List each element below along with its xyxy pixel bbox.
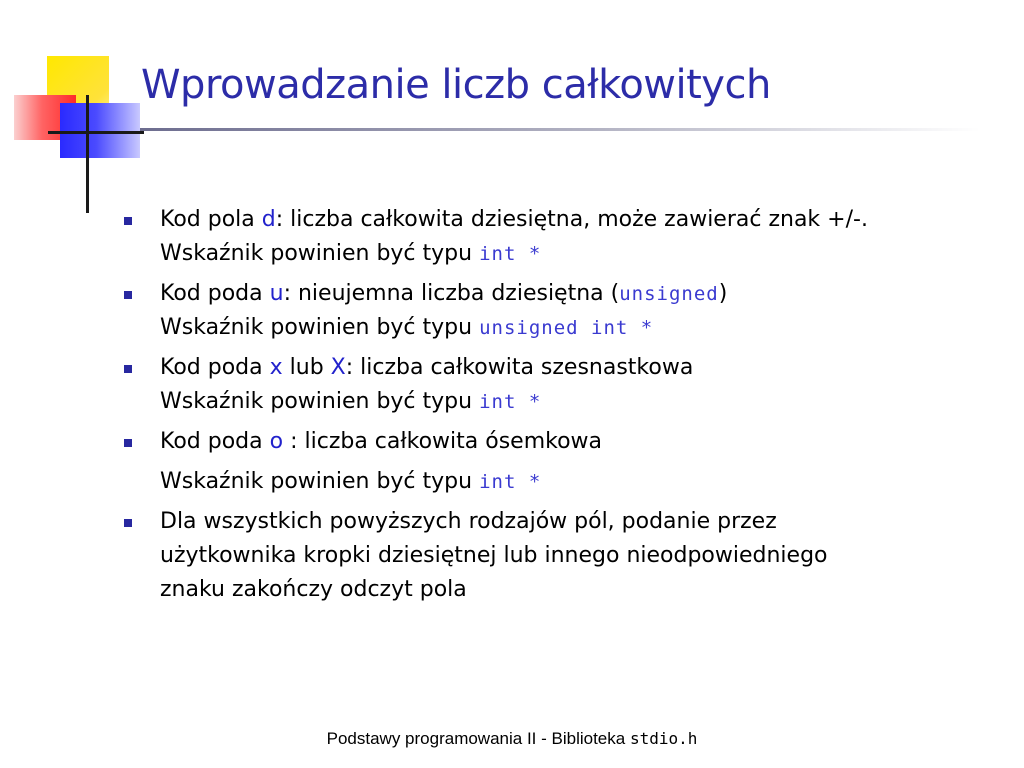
bullet-icon (124, 217, 132, 225)
item-line (160, 385, 1004, 419)
list-item (124, 203, 1004, 271)
item-line (160, 237, 1004, 271)
item-text: Kod poda (160, 429, 270, 454)
format-code: o (269, 429, 284, 454)
item-text: : liczba całkowita dziesiętna, może zawierać znak +/-. (275, 207, 868, 232)
pointer-label: Wskaźnik powinien być typu (160, 241, 480, 266)
logo-vertical-line (86, 95, 89, 213)
list-item (124, 425, 1004, 499)
pointer-type: int * (479, 391, 542, 413)
item-line: użytkownika kropki dziesiętnej lub innego nieodpowiedniego (160, 543, 828, 568)
slide-title: Wprowadzanie liczb całkowitych (141, 62, 771, 108)
inline-type: unsigned (619, 283, 719, 305)
pointer-type: int * (479, 471, 542, 493)
pointer-type: unsigned int * (479, 317, 654, 339)
footer-text: Podstawy programowania II - Biblioteka (326, 729, 630, 748)
bullet-icon (124, 519, 132, 527)
format-code: d (261, 207, 276, 232)
item-text: Kod poda (160, 281, 270, 306)
pointer-label: Wskaźnik powinien być typu (160, 389, 480, 414)
decorative-logo (0, 0, 160, 220)
item-line (160, 425, 1004, 459)
item-text: lub (282, 355, 331, 380)
bullet-icon (124, 365, 132, 373)
footer-code: stdio.h (629, 729, 698, 748)
item-line (160, 311, 1004, 345)
item-text: ) (718, 281, 728, 306)
item-line: znaku zakończy odczyt pola (160, 577, 467, 602)
pointer-label: Wskaźnik powinien być typu (160, 469, 480, 494)
format-code: u (269, 281, 284, 306)
bullet-icon (124, 439, 132, 447)
item-line (160, 465, 1004, 499)
bullet-list (124, 203, 1004, 607)
slide-footer (0, 729, 1024, 749)
item-line (160, 277, 1004, 311)
item-line (160, 203, 1004, 237)
bullet-icon (124, 291, 132, 299)
format-code: x (269, 355, 283, 380)
title-underline (140, 128, 980, 131)
list-item (124, 351, 1004, 419)
item-text: Kod pola (160, 207, 262, 232)
pointer-label: Wskaźnik powinien być typu (160, 315, 480, 340)
pointer-type: int * (479, 243, 542, 265)
list-item (124, 505, 1004, 607)
item-line: Dla wszystkich powyższych rodzajów pól, podanie przez (160, 509, 777, 534)
item-text: : liczba całkowita ósemkowa (283, 429, 603, 454)
format-code: X (330, 355, 346, 380)
list-item (124, 277, 1004, 345)
item-text: : liczba całkowita szesnastkowa (345, 355, 694, 380)
logo-horizontal-line (48, 131, 144, 134)
item-text: : nieujemna liczba dziesiętna ( (283, 281, 620, 306)
item-text: Kod poda (160, 355, 270, 380)
item-line (160, 351, 1004, 385)
